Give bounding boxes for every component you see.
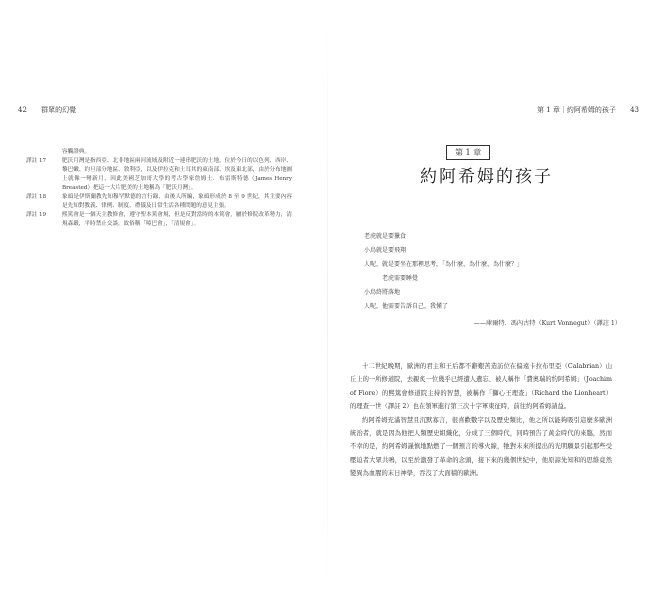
translator-notes — [26, 148, 292, 229]
epigraph-line: 老虎就是要獵食 — [364, 233, 407, 240]
epigraph-line: 人呢，就是要坐在那裡思考，「為什麼、為什麼、為什麼？」 — [364, 261, 524, 268]
epigraph — [364, 230, 624, 314]
page-gutter — [327, 0, 328, 609]
chapter-title: 約阿希姆的孩子 — [420, 167, 553, 187]
chapter-body — [350, 360, 612, 481]
body-paragraph: 約阿希姆充滿智慧且沉默寡言，很喜歡數字以及歷史類比，他之所以能夠吸引這麼多歐洲統治者，就是因為他把人類歷史組織化，分成了三個時代，同時預告了黃金時代的來臨，然而不幸的是，約阿希姆謹慎地點燃了一個預言的導火線，牠對未來所提出的光明願景引起那些受壓迫者大眾共鳴，以至於激發了革命的念頭，接下來的幾個世紀中，他原諒先知和的思維竟然變異為血腥的末日神學，吞沒了大面積的歐洲。 — [350, 416, 612, 478]
chapter-label: 第 1 章 — [446, 145, 490, 160]
left-page-header — [18, 105, 76, 115]
left-page-number: 42 — [18, 106, 27, 114]
body-paragraph: 十二世紀晚期，歐洲的君主和王后都不辭艱苦造訪位在偏遠卡拉布里亞（Calabrian）山丘上的一所修道院，去親炙一位幾乎已經遭人遺忘、被人稱作「費奧瑞的約阿希姆」（Joachim of Fiore）的熙篤會修道院主持的智慧，被稱作「獅心王理查」（Richard the Lionheart）的理查一世（譯註 2）也在領軍進行第三次十字軍東征時，前往約阿希姆請益。 — [350, 363, 612, 411]
epigraph-attribution: ——庫爾特．馮內古特（Kurt Vonnegut）（譯註 1） — [473, 320, 621, 327]
note-text: 容觸證典。 — [62, 149, 90, 155]
note-item — [26, 193, 292, 211]
note-text: 肥沃月灣是指西亞、北非地區兩河流域及附近一連串肥沃的土地，位於今日的以色列、西岸、黎巴嫩、約旦部分地區、敘利亞，以及伊拉克和土耳其的東南部、埃及東北部，由於分布地圖上就像一彎新月，因此美國芝加哥大學的考古學家詹姆士．布雷斯特德（James Henry Breasted）把這一大片肥美的土地稱為「肥沃月灣」。 — [62, 158, 292, 191]
note-label: 譯註 19 — [26, 212, 47, 218]
left-book-title: 群眾的幻覺 — [41, 106, 77, 114]
epigraph-line: 老虎需要睡覺 — [382, 275, 419, 282]
note-label: 譯註 17 — [26, 158, 47, 164]
note-item — [26, 148, 292, 157]
right-running-head: 第 1 章｜約阿希姆的孩子 — [536, 106, 616, 114]
right-page-number: 43 — [630, 106, 639, 114]
right-page-header — [537, 105, 639, 115]
note-item — [26, 211, 292, 229]
note-text: 熙篤會是一個天主教修會，遵守聖本篤會規，但是反對當時的本篤會，屬於修院改革勢力，清規森嚴，平時禁止交談，故俗稱「啞巴會」，「清規會」。 — [62, 212, 292, 227]
epigraph-line: 小鳥終將落地 — [364, 289, 401, 296]
note-label: 譯註 18 — [26, 194, 47, 200]
note-label — [26, 148, 62, 157]
epigraph-line: 小鳥就是要飛翔 — [364, 247, 407, 254]
note-text: 象頭是伊斯蘭教先知穆罕默德的言行錄，由後人所編，象頭形成於 8 至 9 世紀，其主要內容是先知對教義、律例、制度、禮儀及日常生活各種問題的意見主張。 — [62, 194, 292, 209]
note-item — [26, 157, 292, 193]
epigraph-line: 人呢，他需要告訴自己，我懂了 — [364, 303, 449, 310]
